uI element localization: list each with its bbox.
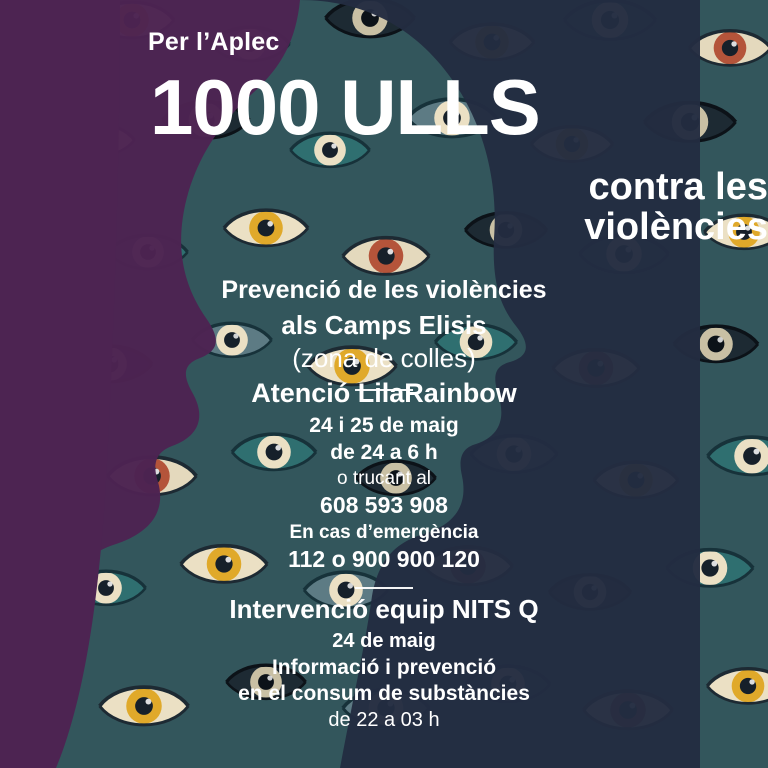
section-prevencio-line-2: (zona de colles) xyxy=(292,343,476,374)
section-atencio-line-1: 24 i 25 de maig xyxy=(309,414,459,437)
kicker-text: Per l’Aplec xyxy=(148,28,280,56)
section-atencio-emergency: 112 o 900 900 120 xyxy=(288,545,480,572)
section-atencio xyxy=(0,378,768,602)
subheadline-line-1: contra les xyxy=(588,166,768,208)
headline-text: 1000 ULLS xyxy=(150,63,540,151)
section-prevencio-line-1: als Camps Elisis xyxy=(281,310,487,340)
subheadline xyxy=(0,168,768,248)
section-atencio-line-2: de 24 a 6 h xyxy=(330,440,438,464)
section-nits-q-line-2: Informació i prevenció xyxy=(271,655,497,679)
section-nits-q-title: Intervenció equip NITS Q xyxy=(229,594,539,624)
section-nits-q-line-4: de 22 a 03 h xyxy=(328,709,440,732)
divider-2 xyxy=(355,587,413,589)
section-nits-q xyxy=(0,594,768,734)
section-atencio-phone: 608 593 908 xyxy=(320,492,448,519)
section-prevencio-title: Prevenció de les violències xyxy=(221,276,547,304)
subheadline-line-2: violències xyxy=(584,205,768,248)
section-atencio-line-3: o trucant al xyxy=(337,467,431,489)
section-nits-q-line-1: 24 de maig xyxy=(332,630,436,652)
section-atencio-title: Atenció LilaRainbow xyxy=(251,378,517,408)
section-nits-q-line-3: en el consum de substàncies xyxy=(238,682,530,706)
section-atencio-line-5: En cas d’emergència xyxy=(289,521,479,543)
